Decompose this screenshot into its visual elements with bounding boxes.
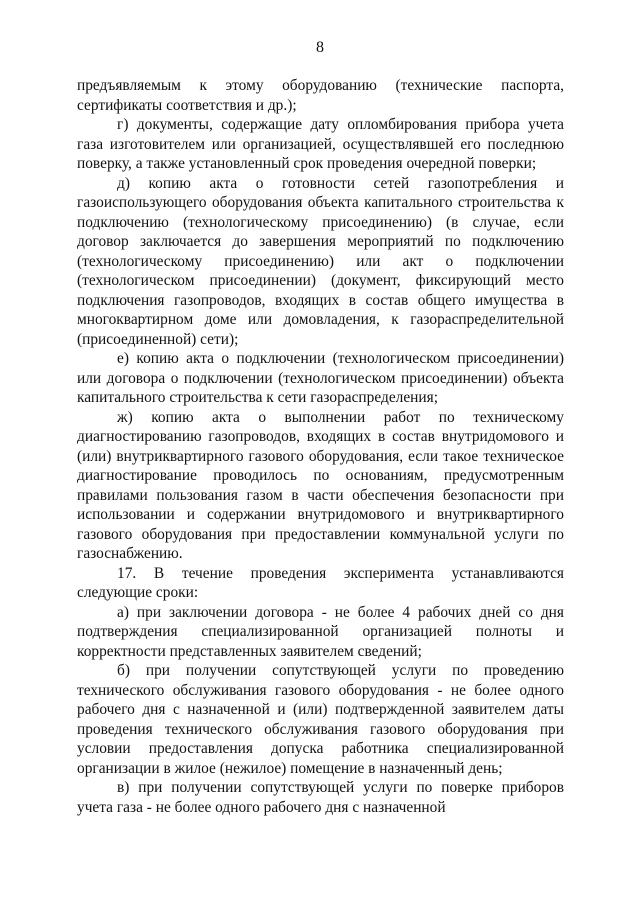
document-body: [77, 76, 564, 817]
paragraph-item-g: г) документы, содержащие дату опломбирования прибора учета газа изготовителем или организацией, осуществлявшей его последнюю поверку, а также установленный срок проведения очередной поверки;: [77, 116, 564, 172]
page-number: 8: [316, 39, 324, 56]
paragraph-item-v: в) при получении сопутствующей услуги по поверке приборов учета газа - не более одного рабочего дня с назначенной: [77, 779, 564, 816]
paragraph-section-17: 17. В течение проведения эксперимента устанавливаются следующие сроки:: [77, 564, 564, 601]
paragraph-item-e: е) копию акта о подключении (технологическом присоединении) или договора о подключении (технологическом присоединении) объекта капитального строительства к сети газораспределения;: [77, 350, 564, 406]
paragraph-item-b: б) при получении сопутствующей услуги по проведению технического обслуживания газового оборудования - не более одного рабочего дня с назначенной и (или) подтвержденной заявителем даты проведения технического обслуживания газового оборудования при условии предоставления допуска работника специализированной организации в жилое (нежилое) помещение в назначенный день;: [77, 662, 564, 777]
paragraph-continuation: предъявляемым к этому оборудованию (технические паспорта, сертификаты соответствия и др.);: [77, 77, 564, 114]
paragraph-item-zh: ж) копию акта о выполнении работ по техническому диагностированию газопроводов, входящих в состав внутридомового и (или) внутриквартирного газового оборудования, если такое техническое диагностирование проводилось по основаниям, предусмотренным правилами пользования газом в части обеспечения безопасности при использовании и содержании внутридомового и внутриквартирного газового оборудования при предоставлении коммунальной услуги по газоснабжению.: [77, 408, 564, 562]
paragraph-item-d: д) копию акта о готовности сетей газопотребления и газоиспользующего оборудования объекта капитального строительства к подключению (технологическому присоединению) (в случае, если договор заключается до завершения мероприятий по подключению (технологическому присоединению) или акт о подключении (технологическом присоединении) (документ, фиксирующий место подключения газопроводов, входящих в состав общего имущества в многоквартирном доме или домовладения, к газораспределительной (присоединенной) сети);: [77, 174, 564, 348]
paragraph-item-a: а) при заключении договора - не более 4 рабочих дней со дня подтверждения специализированной организацией полноты и корректности представленных заявителем сведений;: [77, 603, 564, 660]
